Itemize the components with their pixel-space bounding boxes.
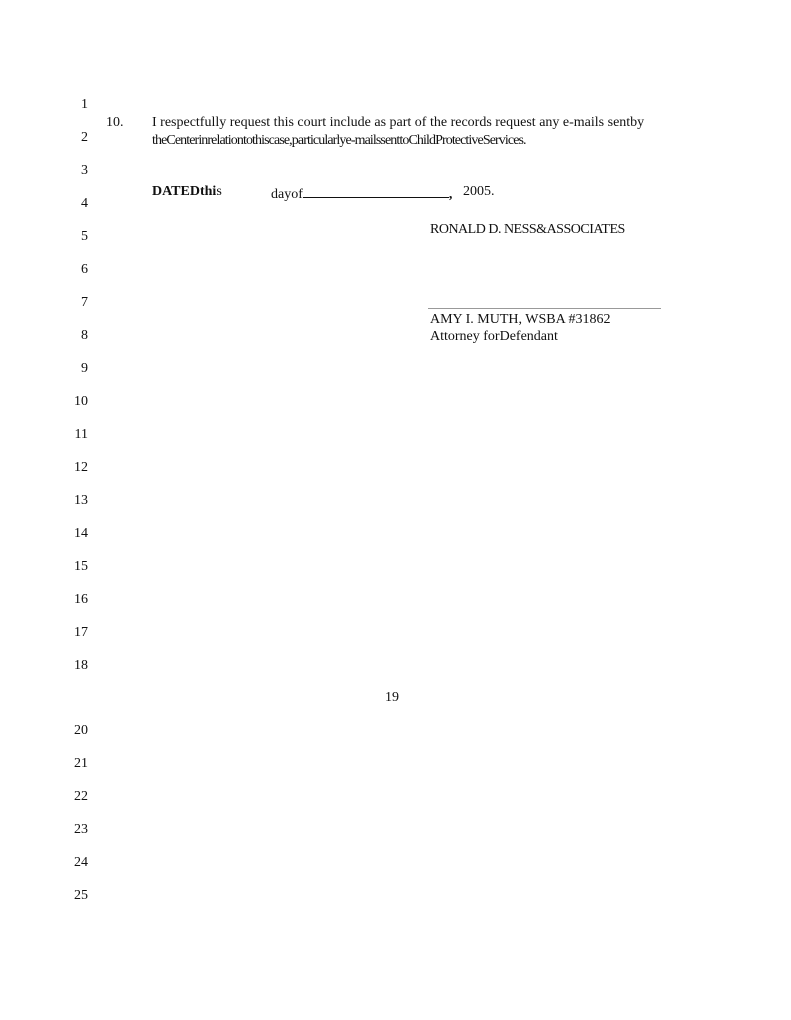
line-number-3: 3 [81,163,88,178]
line-number-1: 1 [81,97,88,112]
line-number-8: 8 [81,328,88,343]
paragraph-line-1: I respectfully request this court include as part of the records request any e-mails sentby [152,115,645,130]
line-number-16: 16 [74,592,88,607]
signature-line [428,308,661,309]
line-number-15: 15 [74,559,88,574]
dated-year: 2005. [463,184,495,199]
attorney-name: AMY I. MUTH, WSBA #31862 [430,312,611,327]
line-number-5: 5 [81,229,88,244]
line-number-13: 13 [74,493,88,508]
dated-label [152,184,222,200]
line-number-11: 11 [74,427,88,442]
firm-name: RONALD D. NESS&ASSOCIATES [430,222,625,237]
paragraph-line-2: theCenterinrelationtothiscase,particularlye-mailssenttoChildProtectiveServices. [152,133,526,148]
line-number-25: 25 [74,888,88,903]
line-number-2: 2 [81,130,88,145]
dated-day-of [271,184,452,203]
line-number-21: 21 [74,756,88,771]
line-number-17: 17 [74,625,88,640]
line-number-14: 14 [74,526,88,541]
line-number-6: 6 [81,262,88,277]
dated-label-tail: s [216,184,222,199]
line-number-18: 18 [74,658,88,673]
dated-label-bold: DATEDthi [152,184,217,199]
line-number-19: 19 [385,690,399,705]
attorney-role-text: Attorney forDefendant [430,329,558,344]
line-number-12: 12 [74,460,88,475]
line-number-22: 22 [74,789,88,804]
line-number-4: 4 [81,196,88,211]
line-number-23: 23 [74,822,88,837]
attorney-role [430,329,558,345]
line-number-10: 10 [74,394,88,409]
date-comma: , [448,187,453,202]
line-number-20: 20 [74,723,88,738]
line-number-24: 24 [74,855,88,870]
line-number-7: 7 [81,295,88,310]
date-blank-line [303,184,449,198]
day-of-label: dayof [271,187,303,202]
paragraph-number: 10. [106,115,124,130]
line-number-9: 9 [81,361,88,376]
